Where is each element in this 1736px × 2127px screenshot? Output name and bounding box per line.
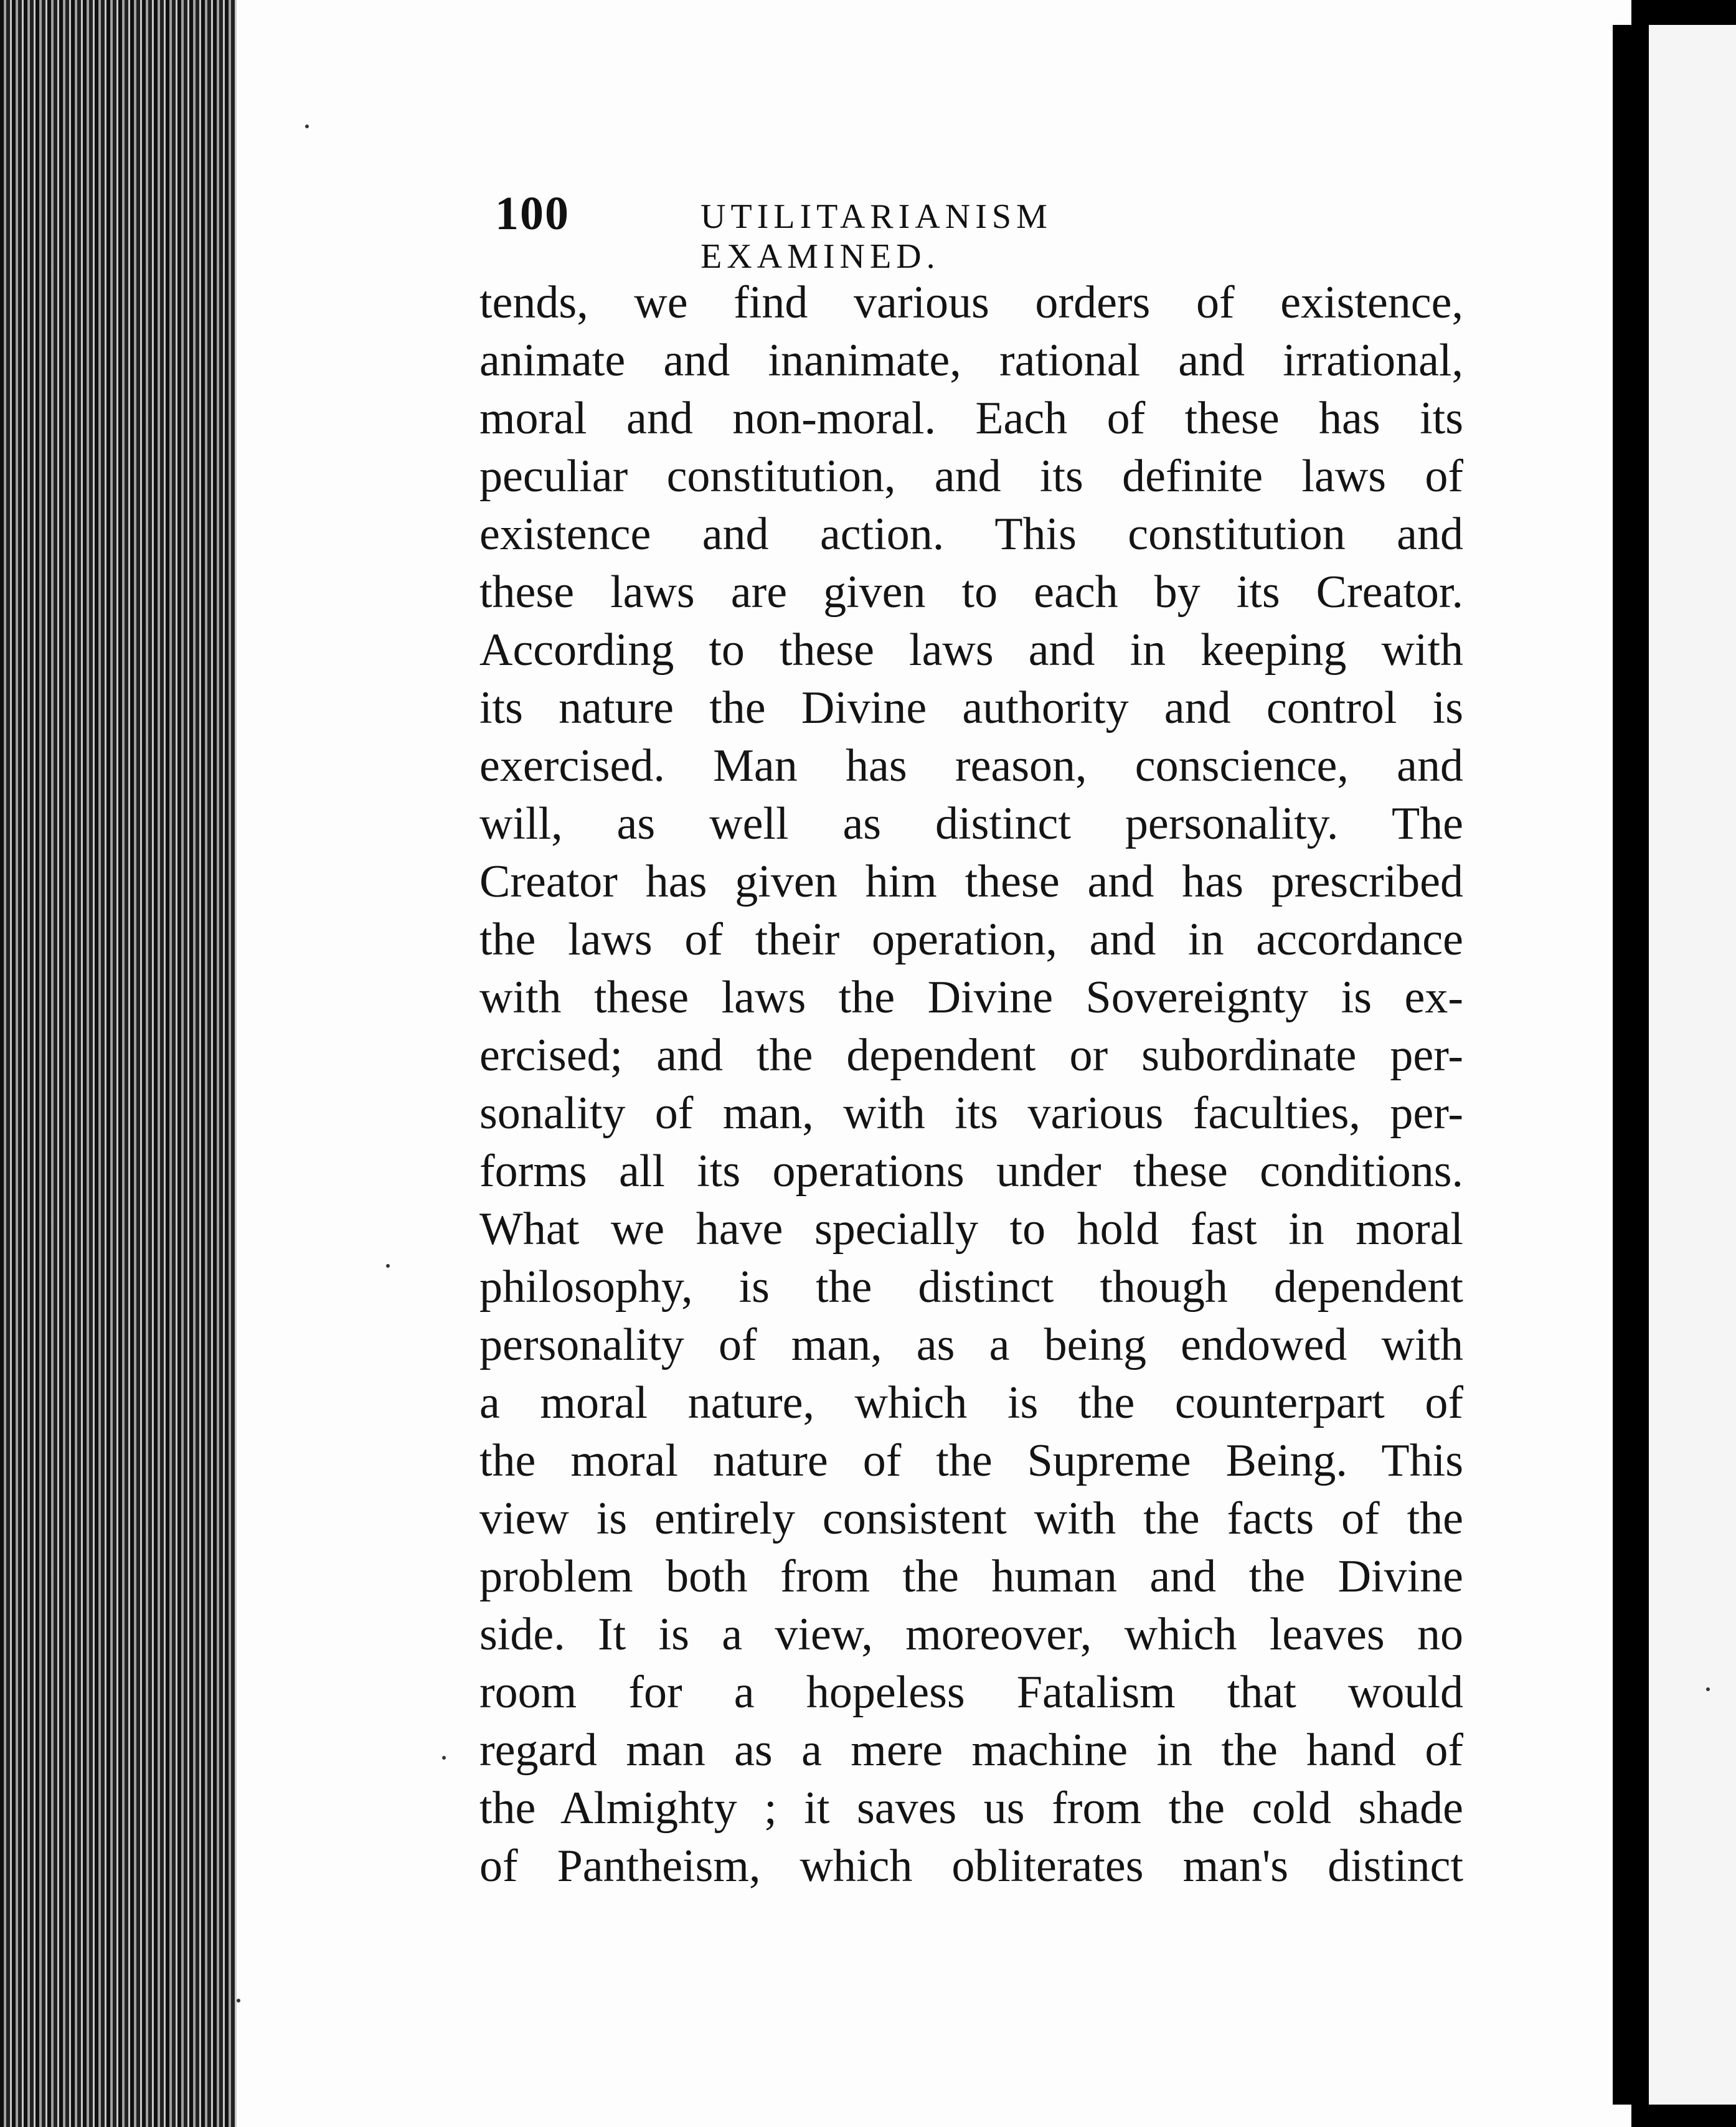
text-line: philosophy, is the distinct though dependent	[479, 1262, 1463, 1313]
running-title: UTILITARIANISM EXAMINED.	[701, 197, 1052, 276]
text-line: animate and inanimate, rational and irrational,	[479, 335, 1463, 386]
text-line: the Almighty ; it saves us from the cold shade	[479, 1783, 1463, 1834]
text-line: peculiar constitution, and its definite laws of	[479, 451, 1463, 502]
text-line: the laws of their operation, and in accordance	[479, 914, 1463, 965]
text-line: will, as well as distinct personality. The	[479, 798, 1463, 849]
text-line: problem both from the human and the Divine	[479, 1551, 1463, 1602]
scan-speck	[386, 1264, 390, 1268]
text-line: personality of man, as a being endowed with	[479, 1319, 1463, 1370]
text-line: existence and action. This constitution and	[479, 509, 1463, 560]
scan-speck	[1706, 1687, 1710, 1691]
page-gutter	[1613, 25, 1649, 2105]
text-line: sonality of man, with its various faculties, per-	[479, 1088, 1463, 1139]
text-line: forms all its operations under these conditions.	[479, 1146, 1463, 1197]
text-line: room for a hopeless Fatalism that would	[479, 1667, 1463, 1718]
text-line: What we have specially to hold fast in moral	[479, 1204, 1463, 1255]
text-line: its nature the Divine authority and control is	[479, 682, 1463, 733]
text-line: these laws are given to each by its Creator.	[479, 567, 1463, 618]
text-line: Creator has given him these and has prescribed	[479, 856, 1463, 907]
text-line: a moral nature, which is the counterpart of	[479, 1377, 1463, 1428]
text-line: side. It is a view, moreover, which leaves no	[479, 1609, 1463, 1660]
book-spine-edge	[0, 0, 237, 2127]
text-line: tends, we find various orders of existence,	[479, 277, 1463, 328]
text-line: of Pantheism, which obliterates man's distinct	[479, 1841, 1463, 1892]
scan-speck	[442, 1756, 446, 1760]
scan-speck	[237, 1999, 240, 2002]
page-number: 100	[495, 187, 570, 240]
text-line: moral and non-moral. Each of these has its	[479, 393, 1463, 444]
body-text	[479, 274, 1463, 1895]
text-line: with these laws the Divine Sovereignty is ex-	[479, 972, 1463, 1023]
page-header	[495, 187, 1273, 276]
text-line: regard man as a mere machine in the hand of	[479, 1725, 1463, 1776]
text-line: According to these laws and in keeping with	[479, 625, 1463, 676]
text-line: exercised. Man has reason, conscience, and	[479, 740, 1463, 791]
scan-speck	[305, 125, 309, 128]
text-line: view is entirely consistent with the facts of the	[479, 1493, 1463, 1544]
text-line: ercised; and the dependent or subordinate per-	[479, 1030, 1463, 1081]
facing-page-edge	[1649, 25, 1736, 2105]
text-line: the moral nature of the Supreme Being. This	[479, 1435, 1463, 1486]
